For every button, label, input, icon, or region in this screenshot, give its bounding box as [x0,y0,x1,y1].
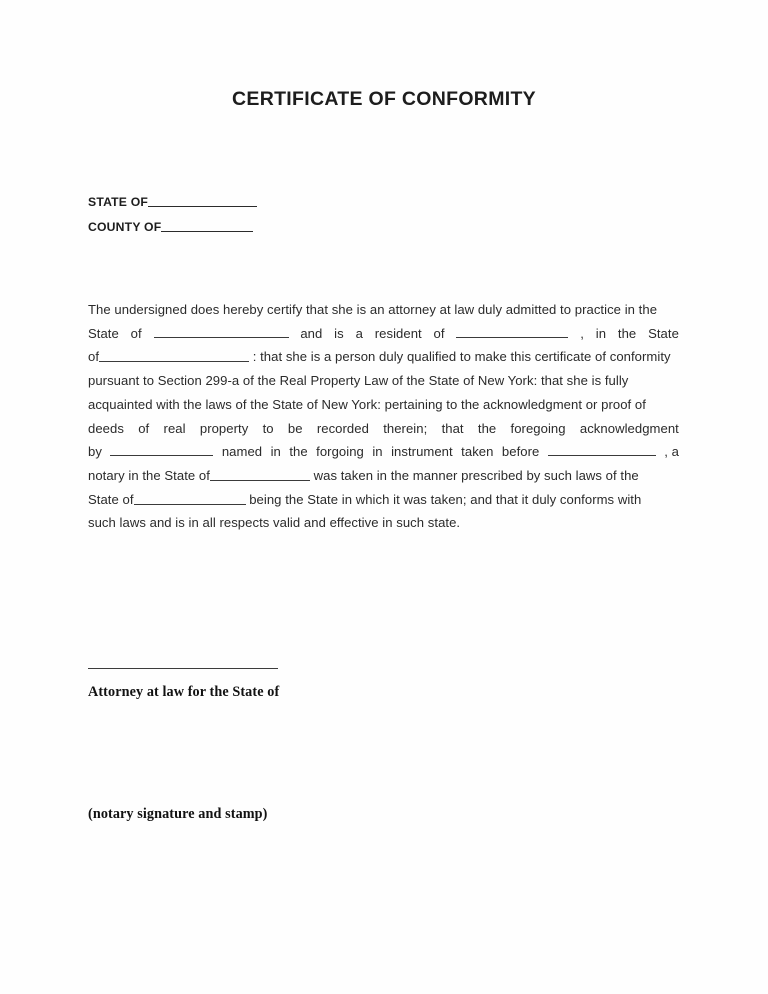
body-text-run: such laws and is in all respects valid and effective in such state. [88,515,461,531]
body-text-run: to [262,420,274,436]
body-text-run: State [648,325,679,341]
body-text-run: acquainted with the laws of the State of New York: pertaining to the acknowledgment or proof of [88,396,646,412]
body-line [88,417,679,441]
body-line [88,322,679,346]
notary-signature-note: (notary signature and stamp) [88,806,268,822]
body-text-run: State of [88,491,134,507]
body-text-run: : that she is a person duly qualified to make this certificate of conformity [249,349,671,365]
county-of-field-row [88,220,648,234]
state-of-label: STATE OF [88,195,149,209]
body-text-run: recorded [316,420,369,436]
inline-input-blank[interactable] [134,493,246,505]
inline-input-blank[interactable] [99,350,249,362]
body-text-run: instrument [391,444,453,460]
body-text-run: , a [664,444,679,460]
body-text-run: resident [374,325,422,341]
body-text-run: acknowledgment [579,420,679,436]
body-text-run: and [300,325,323,341]
body-text-run: in [595,325,607,341]
body-text-run: pursuant to Section 299-a of the Real Property Law of the State of New York: that she is fully [88,373,629,389]
body-text-run: of [130,325,142,341]
body-text-run: a [355,325,363,341]
body-text-run: be [287,420,303,436]
body-text-run: of [433,325,445,341]
body-text-run: that [441,420,464,436]
body-text-run: notary in the State of [88,467,210,483]
inline-input-blank[interactable] [456,326,568,338]
page-title: CERTIFICATE OF CONFORMITY [232,88,536,110]
state-of-field-row [88,195,648,209]
signature-block [88,668,508,701]
body-text-run: The undersigned does hereby certify that she is an attorney at law duly admitted to practice in the [88,302,658,317]
body-text-run: the [289,444,308,460]
signature-line[interactable] [88,668,278,669]
body-text-run: by [88,444,102,460]
body-text-run: of [88,349,100,365]
body-text-run: the [617,325,637,341]
body-text-run: is [334,325,344,341]
inline-input-blank[interactable] [110,444,213,456]
body-text-run: deeds [88,420,124,436]
body-text-run: property [199,420,249,436]
inline-input-blank[interactable] [154,326,289,338]
body-text-run: the [477,420,497,436]
body-line [88,369,679,393]
body-line [88,440,679,464]
body-text-run: named [221,444,263,460]
state-of-input-blank[interactable] [148,195,257,207]
body-line [88,298,679,322]
body-text-run: in [372,444,383,460]
body-line [88,511,679,535]
body-text-run: of [138,420,150,436]
body-text-run: in [270,444,281,460]
inline-input-blank[interactable] [548,444,656,456]
body-text-run: therein; [383,420,428,436]
body-text-run: forgoing [316,444,364,460]
county-of-label: COUNTY OF [88,220,162,234]
body-text-run: foregoing [510,420,566,436]
body-text-run: being the State in which it was taken; and that it duly conforms with [245,491,642,507]
body-line [88,345,679,369]
certificate-body-text [88,298,679,535]
body-line [88,488,679,512]
county-of-input-blank[interactable] [161,220,253,232]
inline-input-blank[interactable] [210,469,310,481]
body-line [88,393,679,417]
body-text-run: was taken in the manner prescribed by such laws of the [309,467,639,483]
body-text-run: taken [461,444,494,460]
body-text-run: State [88,325,119,341]
body-text-run: , [580,325,584,341]
signature-caption: Attorney at law for the State of [88,684,280,700]
header-fields-group [88,195,648,245]
body-line [88,464,679,488]
body-text-run: before [501,444,540,460]
body-text-run: real [163,420,186,436]
